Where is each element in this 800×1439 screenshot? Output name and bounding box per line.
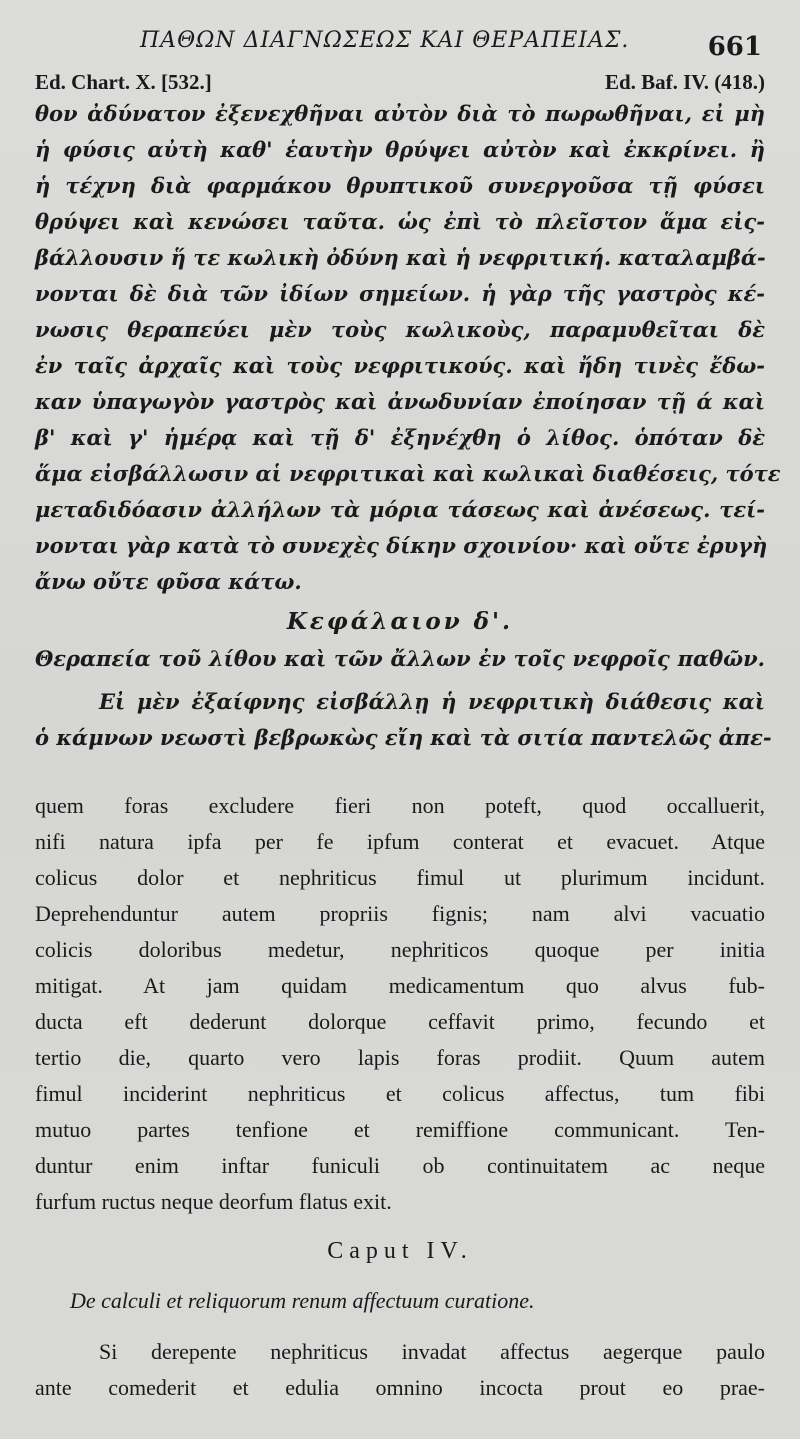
latin-chapter-heading: Caput IV. — [327, 1238, 473, 1264]
greek-line: θρύψει καὶ κενώσει ταῦτα. ὡς ἐπὶ τὸ πλεῖστον ἅμα εἰς- — [35, 209, 765, 234]
greek-line: β' καὶ γ' ἡμέρᾳ καὶ τῇ δ' ἐξηνέχθη ὁ λίθος. ὁπόταν δὲ — [35, 425, 765, 450]
edition-reference-basel: Ed. Baf. IV. (418.) — [604, 70, 765, 94]
latin-line: tertio die, quarto vero lapis foras prodiit. Quum autem — [35, 1045, 765, 1070]
greek-line: ἡ φύσις αὐτὴ καθ' ἑαυτὴν θρύψει αὐτὸν καὶ ἐκκρίνει. ἢ — [35, 137, 765, 162]
latin-line: fimul inciderint nephriticus et colicus affectus, tum fibi — [35, 1081, 765, 1106]
greek-line: ἡ τέχνη διὰ φαρμάκου θρυπτικοῦ συνεργοῦσα τῇ φύσει — [35, 173, 765, 198]
latin-line: duntur enim inftar funiculi ob continuitatem ac neque — [35, 1153, 765, 1178]
greek-line: νονται δὲ διὰ τῶν ἰδίων σημείων. ἡ γὰρ τῆς γαστρὸς κέ- — [35, 281, 765, 306]
running-head: ΠΑΘΩΝ ΔΙΑΓΝΩΣΕΩΣ ΚΑΙ ΘΕΡΑΠΕΙΑΣ. — [140, 28, 630, 53]
greek-line: βάλλουσιν ἥ τε κωλικὴ ὀδύνη καὶ ἡ νεφριτική. καταλαμβά- — [35, 245, 766, 270]
latin-line: colicus dolor et nephriticus fimul ut plurimum incidunt. — [35, 865, 765, 890]
greek-line: ὁ κάμνων νεωστὶ βεβρωκὼς εἴη καὶ τὰ σιτία παντελῶς ἀπε- — [35, 725, 772, 750]
latin-line: ducta eft dederunt dolorque ceffavit primo, fecundo et — [35, 1009, 765, 1034]
latin-paragraph-block — [35, 1334, 765, 1406]
greek-line: νωσις θεραπεύει μὲν τοὺς κωλικοὺς, παραμυθεῖται δὲ — [35, 317, 765, 342]
latin-line: Si derepente nephriticus invadat affectus aegerque paulo — [99, 1339, 765, 1364]
latin-line: furfum ructus neque deorfum flatus exit. — [35, 1189, 392, 1214]
greek-line: ἐν ταῖς ἀρχαῖς καὶ τοὺς νεφριτικούς. καὶ ἤδη τινὲς ἔδω- — [35, 353, 765, 378]
greek-line: ἄνω οὔτε φῦσα κάτω. — [35, 569, 302, 594]
page-number: 661 — [707, 32, 762, 62]
latin-line: nifi natura ipfa per fe ipfum conterat et evacuet. Atque — [35, 829, 765, 854]
greek-line: μεταδιδόασιν ἀλλήλων τὰ μόρια τάσεως καὶ ἀνέσεως. τεί- — [35, 497, 765, 522]
latin-line: Deprehenduntur autem propriis fignis; nam alvi vacuatio — [35, 901, 765, 926]
greek-line: θον ἀδύνατον ἐξενεχθῆναι αὐτὸν διὰ τὸ πωρωθῆναι, εἰ μὴ — [35, 101, 765, 126]
latin-chapter-title: De calculi et reliquorum renum affectuum curatione. — [70, 1288, 535, 1313]
latin-line: mitigat. At jam quidam medicamentum quo alvus fub- — [35, 973, 765, 998]
greek-line: Εἰ μὲν ἐξαίφνης εἰσβάλλῃ ἡ νεφριτικὴ διάθεσις καὶ — [99, 689, 765, 714]
latin-line: colicis doloribus medetur, nephriticos quoque per initia — [35, 937, 765, 962]
edition-reference-chartier: Ed. Chart. X. [532.] — [35, 70, 212, 94]
latin-text-block — [35, 788, 765, 1220]
latin-line: quem foras excludere fieri non poteft, quod occalluerit, — [35, 793, 765, 818]
greek-line: νονται γὰρ κατὰ τὸ συνεχὲς δίκην σχοινίου· καὶ οὔτε ἐρυγὴ — [35, 533, 768, 558]
greek-paragraph-block — [35, 684, 772, 756]
greek-line: καν ὑπαγωγὸν γαστρὸς καὶ ἀνωδυνίαν ἐποίησαν τῇ ά καὶ — [35, 389, 765, 414]
greek-text-block — [35, 96, 781, 600]
latin-line: ante comederit et edulia omnino incocta prout eo prae- — [35, 1375, 765, 1400]
latin-line: mutuo partes tenfione et remiffione communicant. Ten- — [35, 1117, 765, 1142]
greek-chapter-title: Θεραπεία τοῦ λίθου καὶ τῶν ἄλλων ἐν τοῖς νεφροῖς παθῶν. — [35, 646, 765, 671]
greek-chapter-heading: Κεφάλαιον δ'. — [286, 608, 514, 635]
greek-line: ἅμα εἰσβάλλωσιν αἱ νεφριτικαὶ καὶ κωλικαὶ διαθέσεις, τότε — [35, 461, 781, 486]
